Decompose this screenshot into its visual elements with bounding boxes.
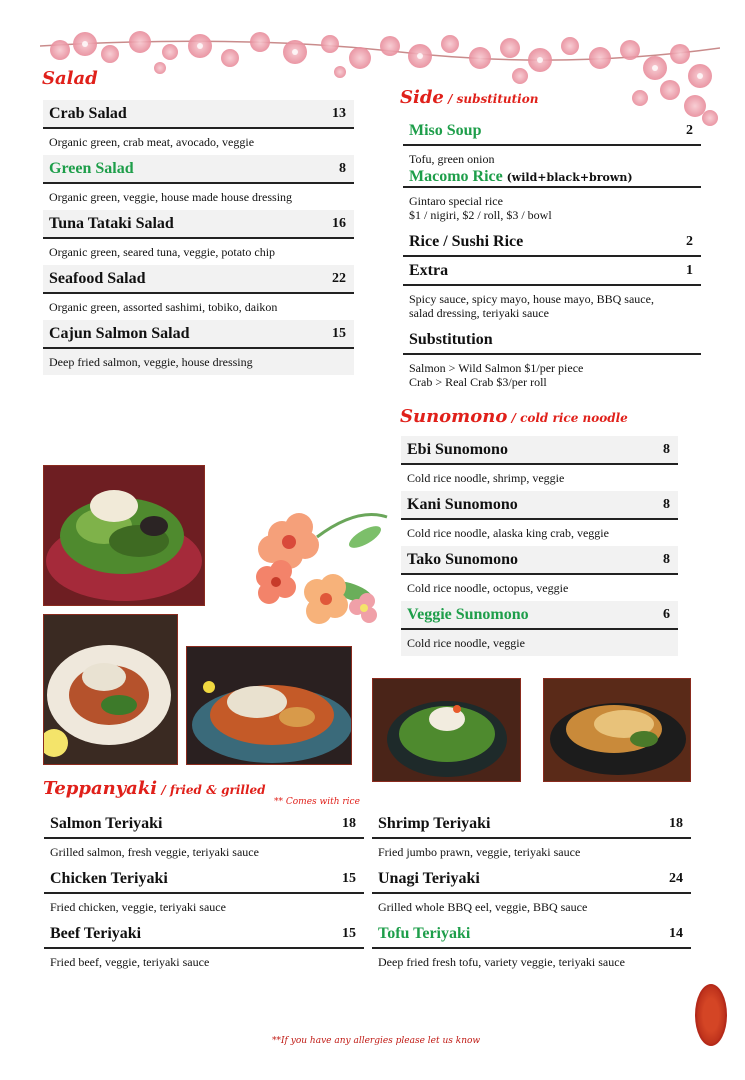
item-name: Tuna Tataki Salad [49, 214, 174, 232]
desc-line: Salmon > Wild Salmon $1/per piece [409, 361, 584, 375]
item-price: 24 [669, 870, 683, 886]
comes-with-rice-note: ** Comes with rice [274, 797, 360, 807]
item-description: Grilled salmon, fresh veggie, teriyaki sauce [50, 845, 259, 859]
menu-item-crab-salad [43, 100, 354, 155]
teriyaki-photo [543, 678, 691, 782]
item-name: Salmon Teriyaki [50, 814, 163, 832]
item-description: Cold rice noodle, octopus, veggie [407, 581, 569, 595]
menu-item-substitution [403, 326, 701, 395]
item-name: Ebi Sunomono [407, 440, 508, 458]
allergy-note: **If you have any allergies please let us know [272, 1036, 481, 1046]
flower-bouquet-illustration [247, 497, 397, 637]
menu-item-cajun-salmon-salad [43, 320, 354, 375]
item-description: Cold rice noodle, alaska king crab, veggie [407, 526, 609, 540]
item-name: Shrimp Teriyaki [378, 814, 491, 832]
desc-line: Spicy sauce, spicy mayo, house mayo, BBQ sauce, [409, 292, 654, 306]
item-price: 14 [669, 925, 683, 941]
item-name: Kani Sunomono [407, 495, 518, 513]
menu-item-tofu-teriyaki [372, 920, 691, 975]
item-price: 8 [663, 551, 670, 567]
menu-item-rice-sushi-rice [403, 228, 701, 257]
menu-item-chicken-teriyaki [44, 865, 364, 920]
item-price: 15 [342, 870, 356, 886]
item-price: 13 [332, 105, 346, 121]
item-description: Organic green, veggie, house made house dressing [49, 190, 293, 204]
menu-item-shrimp-teriyaki [372, 810, 691, 865]
side-title-text: Side [400, 87, 444, 108]
item-name: Unagi Teriyaki [378, 869, 480, 887]
item-price: 18 [669, 815, 683, 831]
item-price: 15 [332, 325, 346, 341]
teppanyaki-title-text: Teppanyaki [43, 778, 158, 799]
menu-item-beef-teriyaki [44, 920, 364, 975]
item-name: Tofu Teriyaki [378, 924, 471, 942]
item-description: Deep fried fresh tofu, variety veggie, teriyaki sauce [378, 955, 625, 969]
item-price: 18 [342, 815, 356, 831]
menu-item-seafood-salad [43, 265, 354, 320]
salad-title-text: Salad [42, 68, 98, 89]
item-price: 16 [332, 215, 346, 231]
item-description: Deep fried salmon, veggie, house dressing [43, 349, 354, 375]
item-name: Rice / Sushi Rice [409, 232, 524, 250]
menu-item-miso-soup [403, 117, 701, 166]
item-description [403, 188, 701, 228]
item-name: Tako Sunomono [407, 550, 519, 568]
item-price: 2 [686, 122, 693, 138]
side-subtitle-text: / substitution [443, 92, 539, 106]
item-name: Miso Soup [409, 121, 482, 139]
item-note: (wild+black+brown) [502, 171, 633, 184]
sunomono-subtitle-text: / cold rice noodle [507, 411, 628, 425]
sunomono-menu [401, 436, 678, 656]
sunomono-section-title [400, 406, 628, 427]
item-description: Organic green, assorted sashimi, tobiko, daikon [49, 300, 278, 314]
menu-item-green-salad [43, 155, 354, 210]
green-salad-photo [372, 678, 521, 782]
item-price: 8 [339, 160, 346, 176]
tuna-tataki-photo [43, 614, 178, 765]
item-description [403, 355, 701, 395]
item-description: Fried beef, veggie, teriyaki sauce [50, 955, 210, 969]
teppanyaki-menu-left [44, 810, 364, 975]
item-name: Seafood Salad [49, 269, 146, 287]
item-name: Chicken Teriyaki [50, 869, 168, 887]
menu-item-unagi-teriyaki [372, 865, 691, 920]
item-description: Cold rice noodle, shrimp, veggie [407, 471, 565, 485]
crab-salad-photo [43, 465, 205, 606]
menu-item-kani-sunomono [401, 491, 678, 546]
desc-line: Crab > Real Crab $3/per roll [409, 375, 547, 389]
item-name: Substitution [409, 330, 493, 348]
item-price: 8 [663, 441, 670, 457]
menu-item-extra [403, 257, 701, 326]
teppanyaki-subtitle-text: / fried & grilled [157, 783, 266, 797]
sunomono-title-text: Sunomono [400, 406, 508, 427]
item-price: 15 [342, 925, 356, 941]
item-name: Macomo Rice [409, 168, 503, 185]
side-section-title [400, 87, 538, 108]
menu-item-tuna-tataki-salad [43, 210, 354, 265]
item-description: Fried jumbo prawn, veggie, teriyaki sauce [378, 845, 581, 859]
teppanyaki-menu-right [372, 810, 691, 975]
item-price: 22 [332, 270, 346, 286]
item-name: Beef Teriyaki [50, 924, 142, 942]
item-description [403, 286, 701, 326]
side-menu [403, 117, 701, 395]
menu-item-macomo-rice [403, 166, 701, 228]
salad-menu [43, 100, 354, 375]
item-price: 1 [686, 262, 693, 278]
menu-item-salmon-teriyaki [44, 810, 364, 865]
page-badge-icon [695, 984, 727, 1046]
menu-item-tako-sunomono [401, 546, 678, 601]
item-name: Cajun Salmon Salad [49, 324, 190, 342]
desc-line: salad dressing, teriyaki sauce [409, 306, 549, 320]
salad-section-title [42, 68, 98, 89]
item-description: Fried chicken, veggie, teriyaki sauce [50, 900, 226, 914]
menu-item-veggie-sunomono [401, 601, 678, 656]
item-description: Organic green, crab meat, avocado, veggie [49, 135, 255, 149]
item-description: Cold rice noodle, veggie [401, 630, 678, 656]
seafood-salad-photo [186, 646, 352, 765]
desc-line: Gintaro special rice [409, 194, 503, 208]
item-description: Grilled whole BBQ eel, veggie, BBQ sauce [378, 900, 588, 914]
item-price: 8 [663, 496, 670, 512]
menu-item-ebi-sunomono [401, 436, 678, 491]
item-price: 2 [686, 233, 693, 249]
item-name: Crab Salad [49, 104, 127, 122]
teppanyaki-section-title [43, 778, 266, 799]
item-name: Extra [409, 261, 449, 279]
item-price: 6 [663, 606, 670, 622]
item-name: Veggie Sunomono [407, 605, 529, 623]
item-description: Tofu, green onion [409, 152, 495, 166]
item-name: Green Salad [49, 159, 134, 177]
desc-line: $1 / nigiri, $2 / roll, $3 / bowl [409, 208, 552, 222]
item-description: Organic green, seared tuna, veggie, potato chip [49, 245, 276, 259]
